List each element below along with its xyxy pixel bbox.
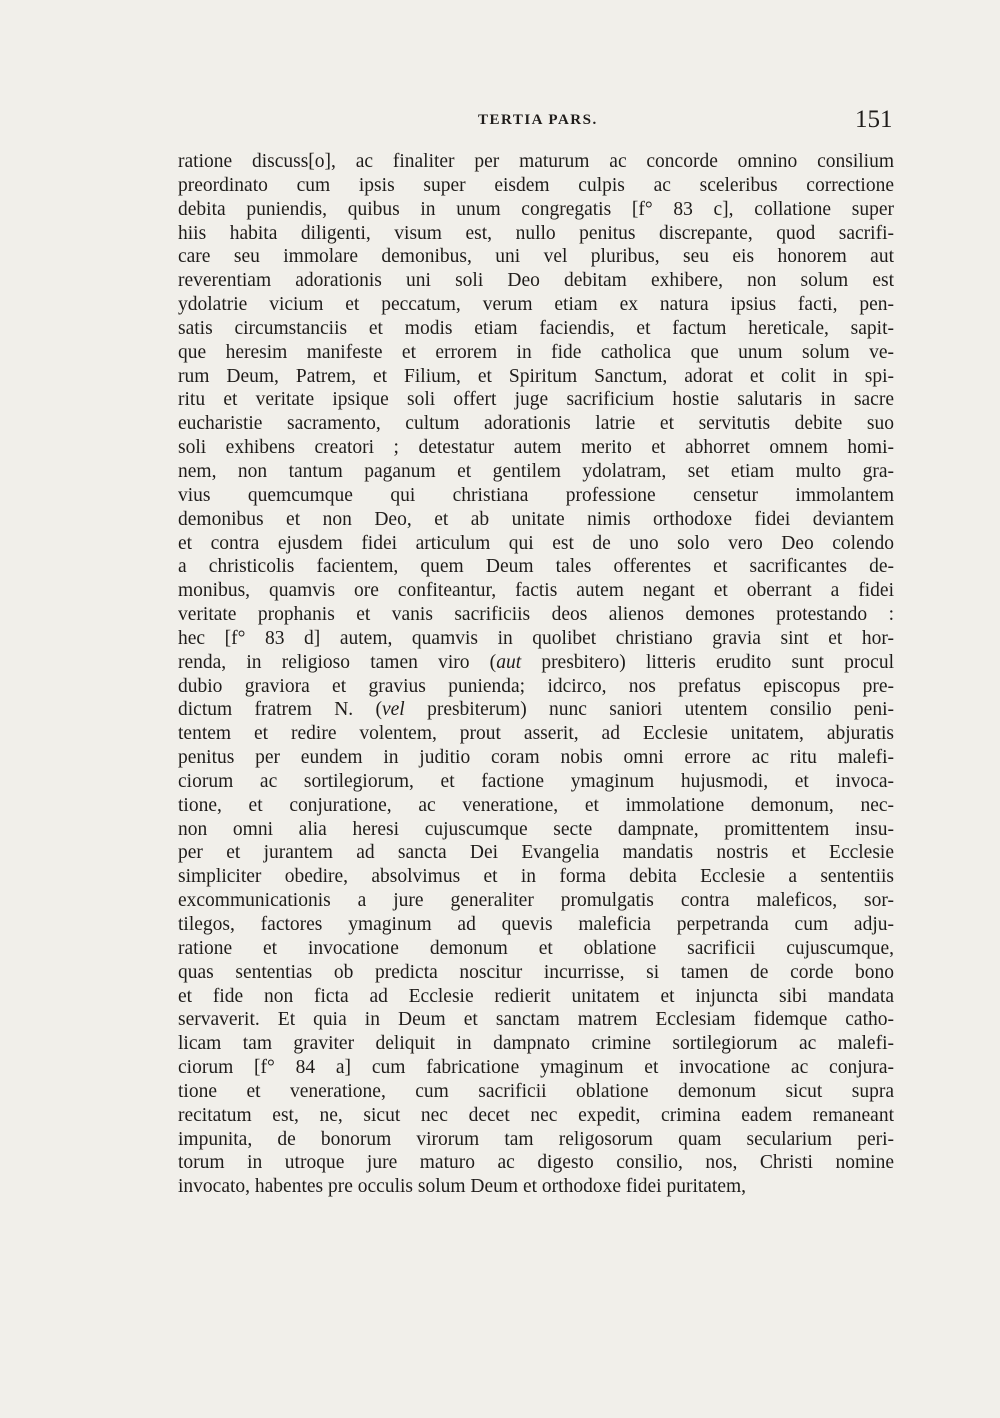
- text-line: servaverit. Et quia in Deum et sanctam matrem Ecclesiam fidemque catho-: [178, 1009, 894, 1031]
- text-line: torum in utroque jure maturo ac digesto consilio, nos, Christi nomine: [178, 1152, 894, 1174]
- text-line: a christicolis facientem, quem Deum tales offerentes et sacrificantes de-: [178, 556, 894, 578]
- text-line: et contra ejusdem fidei articulum qui est de uno solo vero Deo colendo: [178, 532, 894, 554]
- text-line: hiis habita diligenti, visum est, nullo penitus discrepante, quod sacrifi-: [178, 222, 894, 244]
- running-head: [0, 106, 1000, 136]
- text-line: penitus per eundem in juditio coram nobis omni errore ac ritu malefi-: [178, 747, 894, 769]
- text-line: invocato, habentes pre occulis solum Deum et orthodoxe fidei puritatem,: [178, 1176, 747, 1198]
- text-line: soli exhibens creatori ; detestatur autem merito et abhorret omnem homi-: [178, 437, 894, 459]
- text-line: et fide non ficta ad Ecclesie redierit unitatem et injuncta sibi mandata: [178, 985, 894, 1007]
- text-line: ratione discuss[o], ac finaliter per maturum ac concorde omnino consilium: [178, 151, 894, 172]
- text-line: renda, in religioso tamen viro (aut presbitero) litteris erudito sunt procul: [178, 651, 894, 673]
- text-line: dubio graviora et gravius punienda; idcirco, nos prefatus episcopus pre-: [178, 675, 894, 697]
- text-line: tentem et redire volentem, prout asserit, ad Ecclesie unitatem, abjuratis: [178, 723, 894, 745]
- text-line: per et jurantem ad sancta Dei Evangelia mandatis nostris et Ecclesie: [178, 842, 894, 864]
- text-line: ydolatrie vicium et peccatum, verum etiam ex natura ipsius facti, pen-: [178, 294, 894, 316]
- body-text: [178, 150, 894, 1199]
- text-line: nem, non tantum paganum et gentilem ydolatram, set etiam multo gra-: [178, 460, 894, 482]
- text-line: tione, et conjuratione, ac veneratione, et immolatione demonum, nec-: [178, 794, 894, 816]
- text-line: licam tam graviter deliquit in dampnato crimine sortilegiorum ac malefi-: [178, 1033, 894, 1055]
- text-line: dictum fratrem N. (vel presbiterum) nunc saniori utentem consilio peni-: [178, 699, 894, 721]
- text-line: monibus, quamvis ore confiteantur, factis autem negant et oberrant a fidei: [178, 580, 894, 602]
- text-line: impunita, de bonorum virorum tam religosorum quam secularium peri-: [178, 1128, 894, 1150]
- text-line: tione et veneratione, cum sacrificii oblatione demonum sicut supra: [178, 1080, 894, 1102]
- text-line: simpliciter obedire, absolvimus et in forma debita Ecclesie a sententiis: [178, 866, 894, 888]
- text-line: ratione et invocatione demonum et oblatione sacrificii cujuscumque,: [178, 937, 894, 959]
- text-line: eucharistie sacramento, cultum adorationis latrie et servitutis debite suo: [178, 413, 894, 435]
- text-line: ciorum [f° 84 a] cum fabricatione ymaginum et invocatione ac conjura-: [178, 1057, 894, 1079]
- text-line: non omni alia heresi cujuscumque secte dampnate, promittentem insu-: [178, 818, 894, 840]
- text-line: que heresim manifeste et errorem in fide catholica que unum solum ve-: [178, 341, 894, 363]
- text-line: preordinato cum ipsis super eisdem culpis ac sceleribus correctione: [178, 174, 894, 196]
- text-line: satis circumstanciis et modis etiam faciendis, et factum hereticale, sapit-: [178, 317, 894, 339]
- text-line: tilegos, factores ymaginum ad quevis maleficia perpetranda cum adju-: [178, 914, 894, 935]
- text-line: care seu immolare demonibus, uni vel pluribus, seu eis honorem aut: [178, 246, 894, 268]
- text-line: ciorum ac sortilegiorum, et factione ymaginum hujusmodi, et invoca-: [178, 770, 894, 792]
- page-number: 151: [855, 106, 893, 133]
- text-line: demonibus et non Deo, et ab unitate nimis orthodoxe fidei deviantem: [178, 508, 894, 530]
- text-line: recitatum est, ne, sicut nec decet nec expedit, crimina eadem remaneant: [178, 1104, 894, 1126]
- running-title: TERTIA PARS.: [478, 112, 598, 128]
- text-line: veritate prophanis et vanis sacrificiis deos alienos demones protestando :: [178, 604, 894, 626]
- text-line: reverentiam adorationis uni soli Deo debitam exhibere, non solum est: [178, 270, 894, 292]
- text-line: rum Deum, Patrem, et Filium, et Spiritum Sanctum, adorat et colit in spi-: [178, 365, 894, 387]
- text-line: excommunicationis a jure generaliter promulgatis contra maleficos, sor-: [178, 890, 894, 912]
- text-line: quas sententias ob predicta noscitur incurrisse, si tamen de corde bono: [178, 961, 894, 983]
- text-line: debita puniendis, quibus in unum congregatis [f° 83 c], collatione super: [178, 198, 894, 220]
- text-line: vius quemcumque qui christiana professione censetur immolantem: [178, 484, 894, 506]
- text-line: hec [f° 83 d] autem, quamvis in quolibet christiano gravia sint et hor-: [178, 627, 894, 649]
- text-line: ritu et veritate ipsique soli offert juge sacrificium hostie salutaris in sacre: [178, 389, 894, 411]
